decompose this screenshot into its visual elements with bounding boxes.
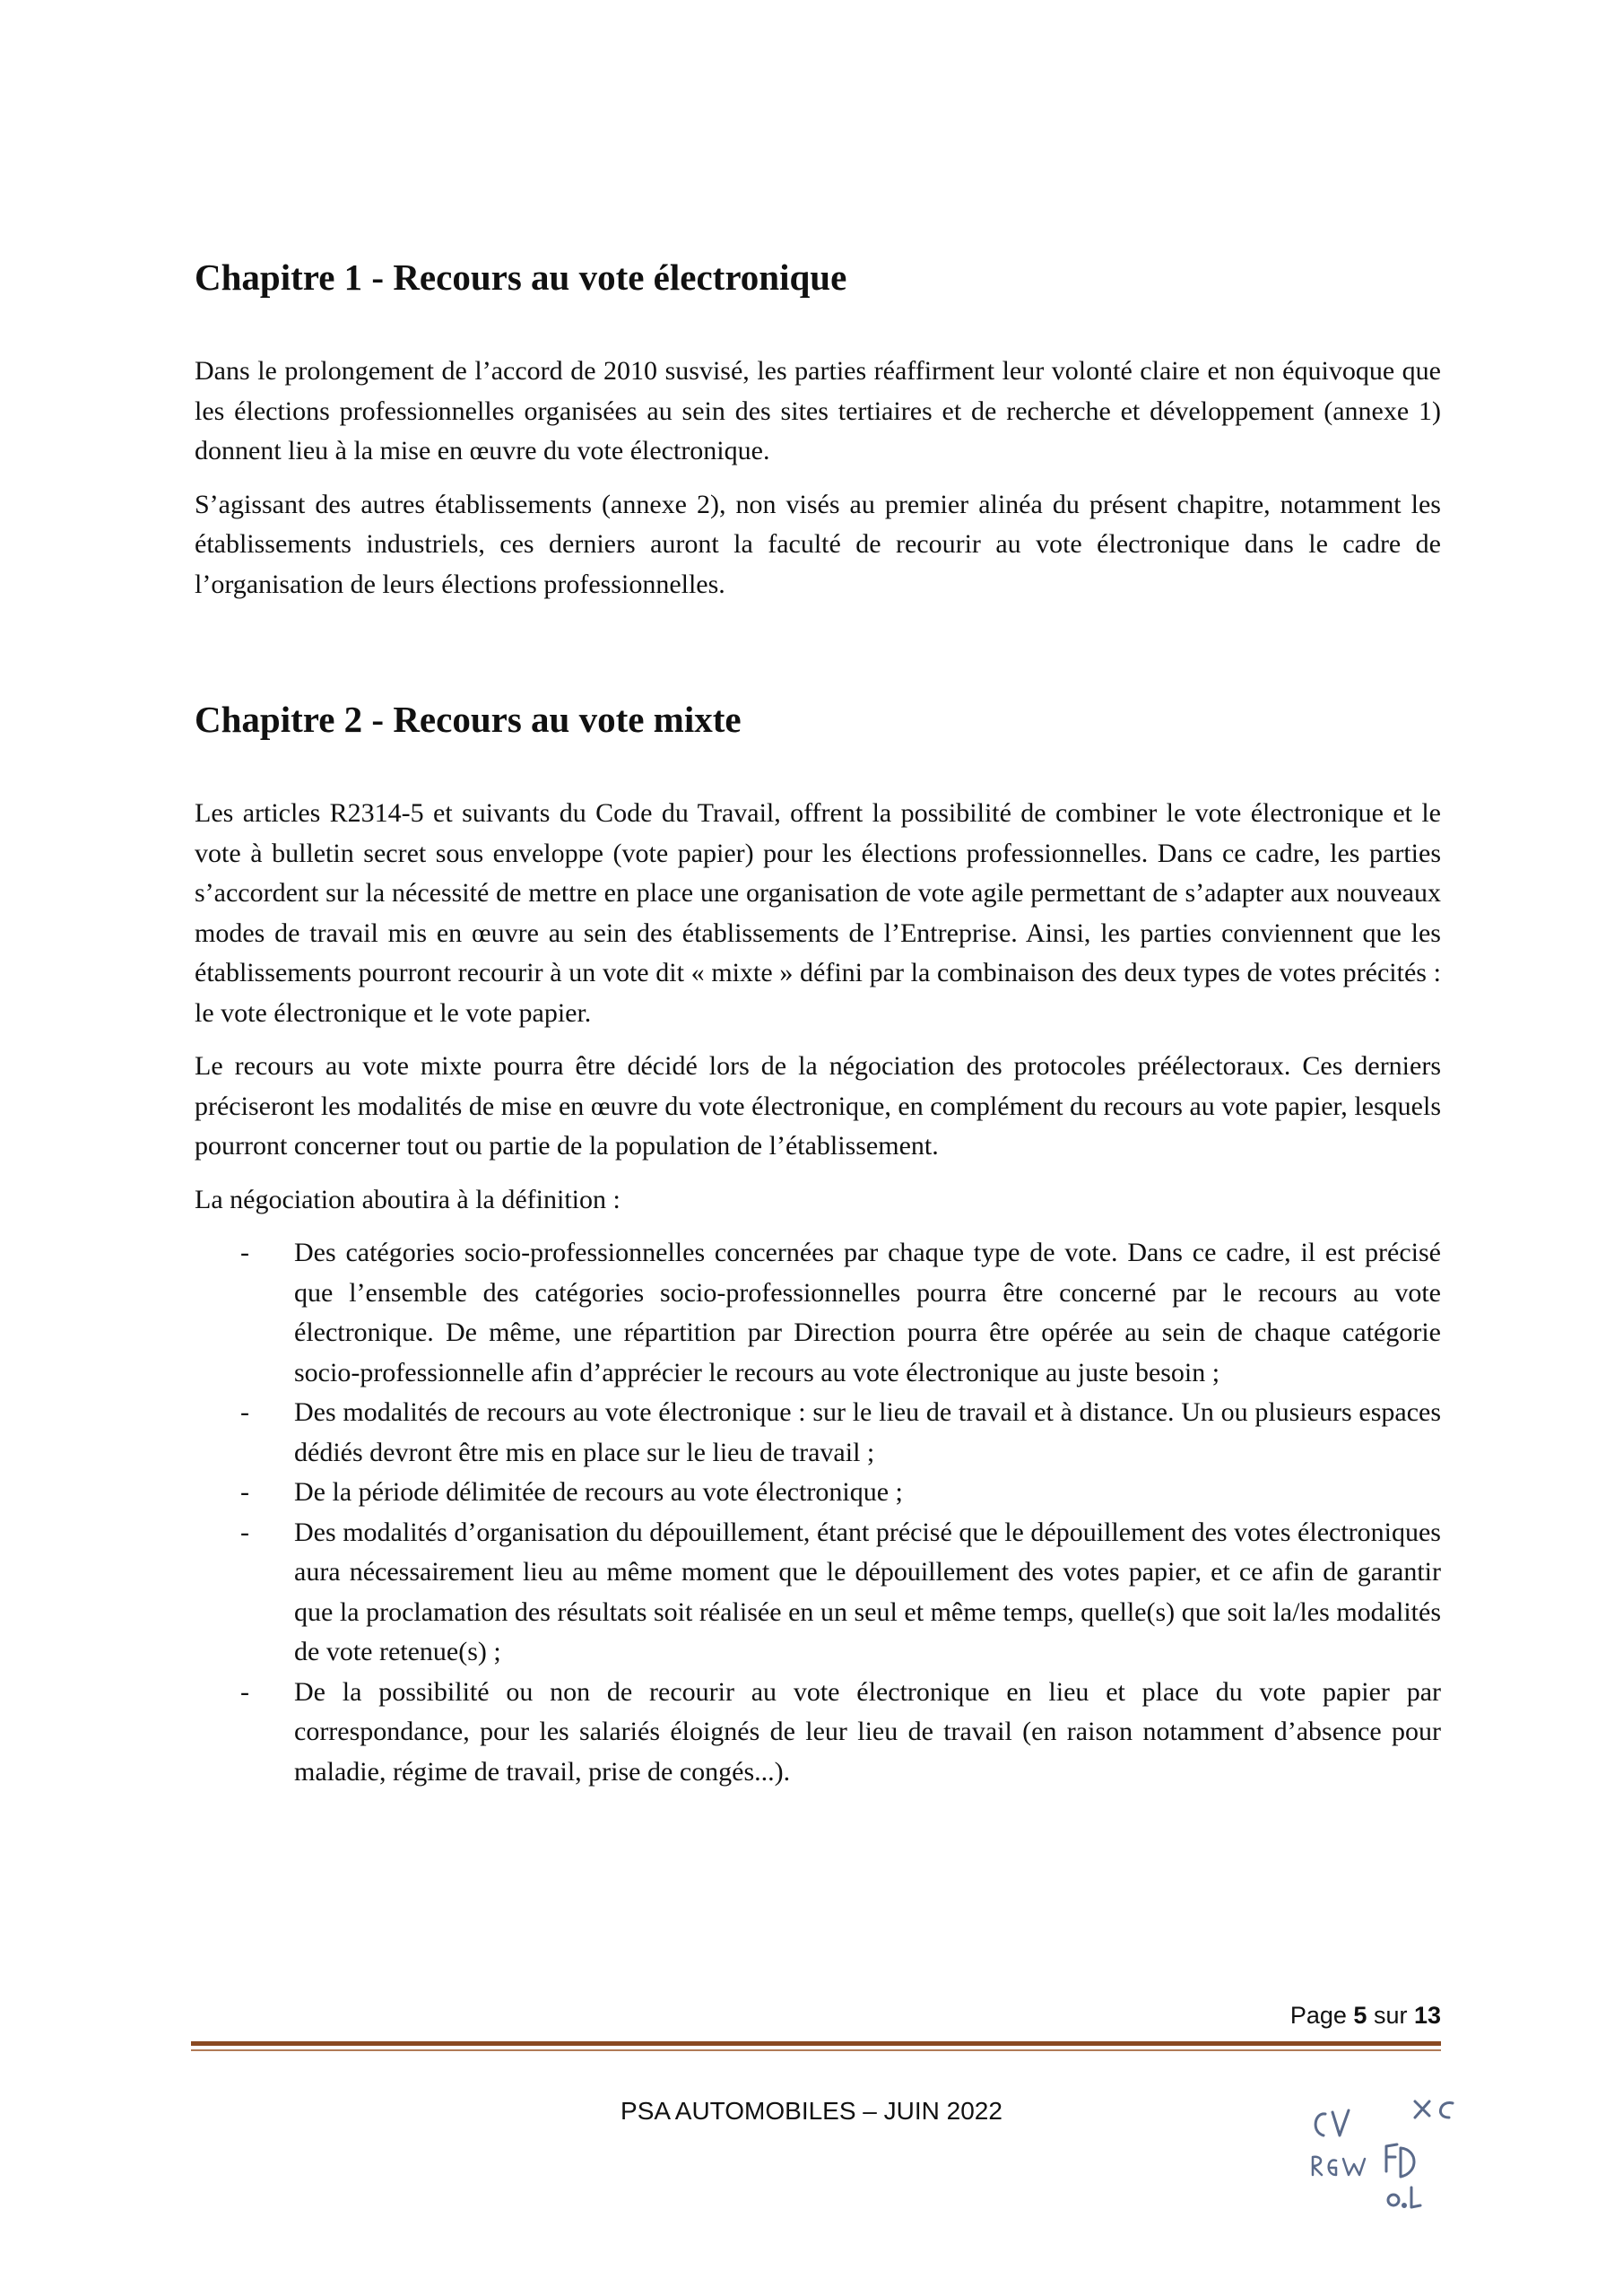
list-item-text: Des catégories socio-professionnelles concernées par chaque type de vote. Dans ce cadre, il est précisé que l’ensemble des catégories socio-professionnelles pourra être concerné par le recours au vote électronique. De même, une répartition par Direction pourra être opérée au sein de chaque catégorie socio-professionnelle afin d’apprécier le recours au vote électronique au juste besoin ;: [294, 1238, 1441, 1387]
page-total: 13: [1413, 2002, 1441, 2029]
list-bullet-dash: -: [240, 1238, 249, 1267]
chapter-2-paragraph: Les articles R2314-5 et suivants du Code du Travail, offrent la possibilité de combiner le vote électronique et le vote à bulletin secret sous enveloppe (vote papier) pour les élections professionnelles. Dans ce cadre, les parties s’accordent sur la nécessité de mettre en place une organisation de vote agile permettant de s’adapter aux nouveaux modes de travail mis en œuvre au sein des établissements de l’Entreprise. Ainsi, les parties conviennent que les établissements pourront recourir à un vote dit « mixte » défini par la combinaison des deux types de votes précités : le vote électronique et le vote papier.: [195, 798, 1441, 1028]
page-current: 5: [1353, 2002, 1367, 2029]
list-item-text: De la possibilité ou non de recourir au vote électronique en lieu et place du vote papier par correspondance, pour les salariés éloignés de leur lieu de travail (en raison notamment d’absence pour maladie, régime de travail, prise de congés...).: [294, 1676, 1441, 1787]
footer-divider-thin: [191, 2049, 1441, 2051]
list-item: [195, 1473, 1441, 1513]
chapter-2-title: Chapitre 2 - Recours au vote mixte: [195, 699, 742, 740]
page-content: [195, 254, 1441, 1792]
list-bullet-dash: -: [240, 1517, 249, 1547]
list-bullet-dash: -: [240, 1477, 249, 1507]
chapter-2-paragraph: La négociation aboutira à la définition :: [195, 1184, 621, 1214]
list-item-text: Des modalités d’organisation du dépouillement, étant précisé que le dépouillement des votes électroniques aura nécessairement lieu au même moment que le dépouillement des votes papier, et ce afin de garantir que la proclamation des résultats soit réalisée en un seul et même temps, quelle(s) que soit la/les modalités de vote retenue(s) ;: [294, 1517, 1441, 1666]
list-item: [195, 1513, 1441, 1673]
page-prefix: Page: [1289, 2002, 1354, 2029]
list-item: [195, 1393, 1441, 1473]
list-item-text: De la période délimitée de recours au vote électronique ;: [294, 1477, 903, 1507]
list-item-text: Des modalités de recours au vote électronique : sur le lieu de travail et à distance. Un ou plusieurs espaces dédiés devront être mis en place sur le lieu de travail ;: [294, 1397, 1441, 1467]
list-bullet-dash: -: [240, 1397, 249, 1427]
list-item: [195, 1233, 1441, 1393]
chapter-1-paragraph: Dans le prolongement de l’accord de 2010 susvisé, les parties réaffirment leur volonté claire et non équivoque que les élections professionnelles organisées au sein des sites tertiaires et de recherche et développement (annexe 1) donnent lieu à la mise en œuvre du vote électronique.: [195, 356, 1441, 465]
chapter-1-paragraph: S’agissant des autres établissements (annexe 2), non visés au premier alinéa du présent chapitre, notamment les établissements industriels, ces derniers auront la faculté de recourir au vote électronique dans le cadre de l’organisation de leurs élections professionnelles.: [195, 489, 1441, 599]
chapter-2-paragraph: Le recours au vote mixte pourra être décidé lors de la négociation des protocoles préélectoraux. Ces derniers préciseront les modalités de mise en œuvre du vote électronique, en complément du recours au vote papier, lesquels pourront concerner tout ou partie de la population de l’établissement.: [195, 1051, 1441, 1161]
footer-divider: [191, 2041, 1441, 2046]
page-mid: sur: [1367, 2002, 1414, 2029]
list-bullet-dash: -: [240, 1676, 249, 1707]
chapter-1-title: Chapitre 1 - Recours au vote électronique: [195, 257, 847, 298]
definition-list: [195, 1233, 1441, 1792]
page-number: [1290, 2002, 1441, 2030]
list-item: [195, 1673, 1441, 1793]
handwritten-initials-icon: [1300, 2094, 1462, 2220]
footer-company: PSA AUTOMOBILES – JUIN 2022: [621, 2097, 1002, 2125]
